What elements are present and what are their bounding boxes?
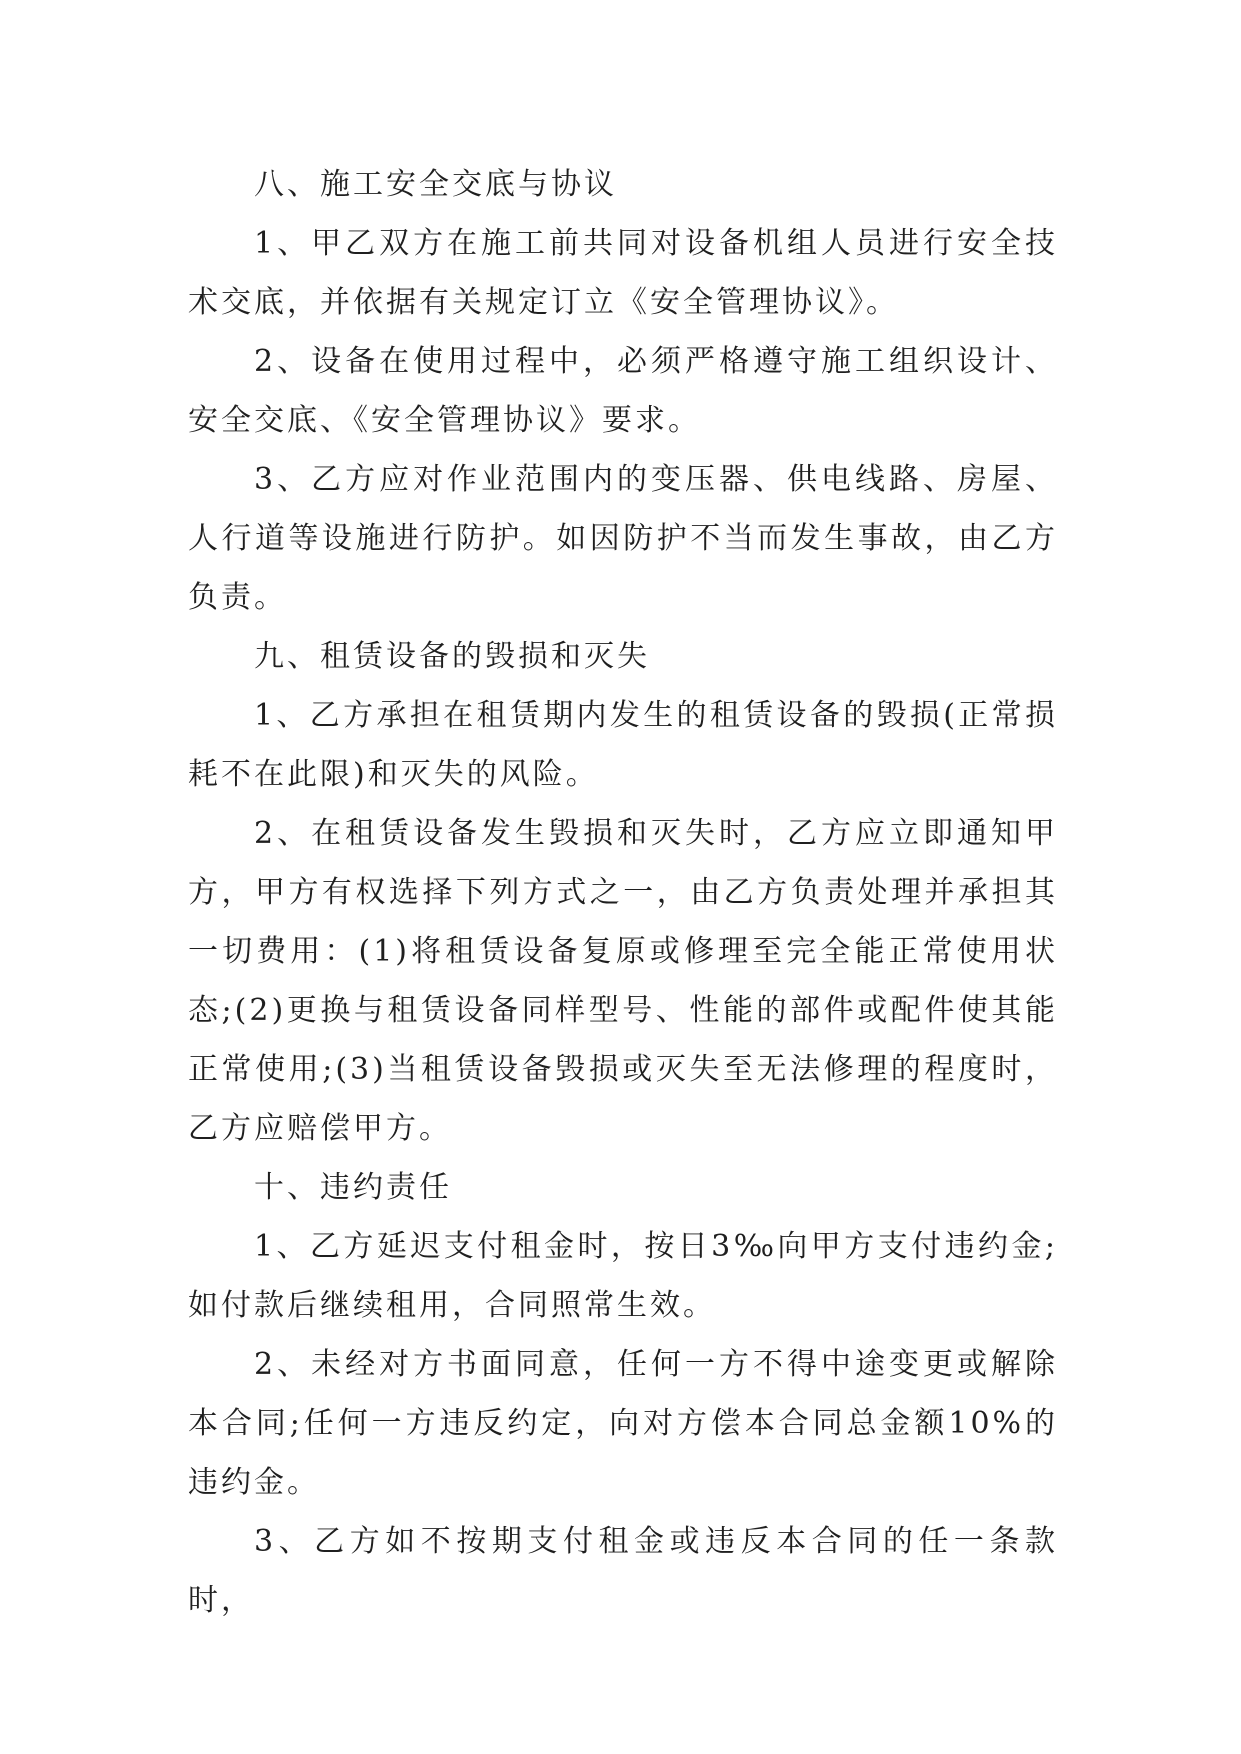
clause-paragraph: 1、甲乙双方在施工前共同对设备机组人员进行安全技术交底，并依据有关规定订立《安全管理协议》。 [188, 226, 1058, 320]
clause-paragraph: 2、未经对方书面同意，任何一方不得中途变更或解除本合同;任何一方违反约定，向对方偿本合同总金额10%的违约金。 [188, 1347, 1058, 1500]
clause-paragraph: 3、乙方应对作业范围内的变压器、供电线路、房屋、人行道等设施进行防护。如因防护不当而发生事故，由乙方负责。 [188, 462, 1058, 615]
document-body [188, 155, 1058, 1630]
clause-paragraph: 2、设备在使用过程中，必须严格遵守施工组织设计、安全交底、《安全管理协议》要求。 [188, 344, 1058, 438]
section-heading-9: 九、租赁设备的毁损和灭失 [254, 639, 650, 674]
clause-paragraph: 1、乙方承担在租赁期内发生的租赁设备的毁损(正常损耗不在此限)和灭失的风险。 [188, 698, 1058, 792]
clause-paragraph: 3、乙方如不按期支付租金或违反本合同的任一条款时， [188, 1524, 1058, 1618]
section-heading-8: 八、施工安全交底与协议 [254, 167, 617, 202]
section-heading-10: 十、违约责任 [254, 1170, 452, 1205]
clause-paragraph: 2、在租赁设备发生毁损和灭失时，乙方应立即通知甲方，甲方有权选择下列方式之一，由乙方负责处理并承担其一切费用：(1)将租赁设备复原或修理至完全能正常使用状态;(2)更换与租赁设备同样型号、性能的部件或配件使其能正常使用;(3)当租赁设备毁损或灭失至无法修理的程度时，乙方应赔偿甲方。 [188, 816, 1058, 1146]
clause-paragraph: 1、乙方延迟支付租金时，按日3‰向甲方支付违约金;如付款后继续租用，合同照常生效。 [188, 1229, 1058, 1323]
